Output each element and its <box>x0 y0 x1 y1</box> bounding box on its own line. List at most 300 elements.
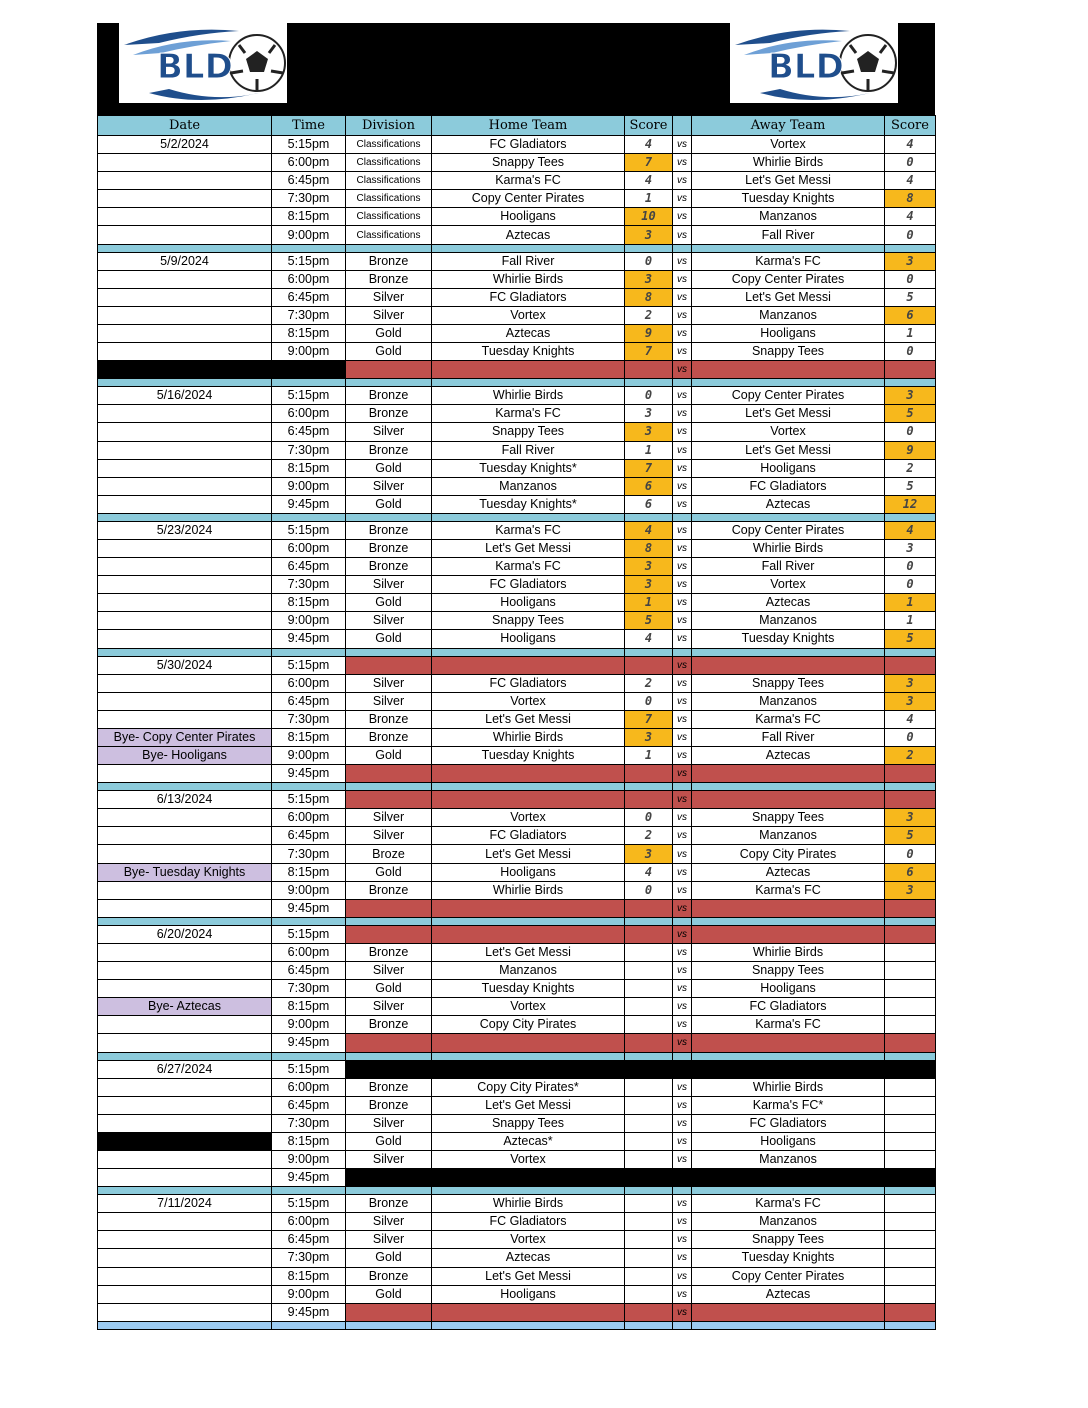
game-row <box>98 387 936 405</box>
away-score-cell <box>885 1150 936 1168</box>
away-team-cell: Whirlie Birds <box>692 154 885 172</box>
time-cell: 9:00pm <box>272 881 346 899</box>
division-cell: Bronze <box>346 1267 432 1285</box>
away-team-cell: Hooligans <box>692 980 885 998</box>
away-score-cell: 5 <box>885 827 936 845</box>
home-team-cell: Karma's FC <box>432 558 625 576</box>
home-team-cell: Whirlie Birds <box>432 881 625 899</box>
game-row <box>98 1096 936 1114</box>
date-cell <box>98 1132 272 1150</box>
home-team-cell: Snappy Tees <box>432 612 625 630</box>
home-score-cell: 2 <box>625 674 673 692</box>
time-cell: 9:00pm <box>272 1016 346 1034</box>
time-cell: 9:00pm <box>272 477 346 495</box>
game-row <box>98 361 936 379</box>
game-row <box>98 154 936 172</box>
separator-cell <box>346 513 432 521</box>
separator-cell <box>885 513 936 521</box>
time-cell: 8:15pm <box>272 1267 346 1285</box>
away-team-cell: Manzanos <box>692 306 885 324</box>
separator-cell <box>346 1052 432 1060</box>
away-score-cell: 3 <box>885 252 936 270</box>
away-score-cell: 1 <box>885 612 936 630</box>
home-score-cell <box>625 1231 673 1249</box>
home-score-cell: 8 <box>625 539 673 557</box>
date-cell <box>98 710 272 728</box>
away-team-cell <box>692 925 885 943</box>
time-cell: 8:15pm <box>272 1132 346 1150</box>
home-team-cell: Hooligans <box>432 1285 625 1303</box>
home-score-cell: 10 <box>625 208 673 226</box>
home-score-cell: 3 <box>625 728 673 746</box>
home-team-cell <box>432 361 625 379</box>
away-team-cell: Vortex <box>692 576 885 594</box>
date-cell <box>98 154 272 172</box>
col-time: Time <box>272 116 346 136</box>
home-team-cell: Let's Get Messi <box>432 1096 625 1114</box>
away-team-cell: Karma's FC* <box>692 1096 885 1114</box>
time-cell: 9:00pm <box>272 226 346 244</box>
away-score-cell: 0 <box>885 845 936 863</box>
home-team-cell: Vortex <box>432 1231 625 1249</box>
vs-cell: vs <box>673 459 692 477</box>
time-cell: 6:00pm <box>272 1078 346 1096</box>
home-team-cell: Let's Get Messi <box>432 943 625 961</box>
home-score-cell: 2 <box>625 306 673 324</box>
home-team-cell: Copy City Pirates* <box>432 1078 625 1096</box>
time-cell: 9:45pm <box>272 1169 346 1187</box>
separator-cell <box>625 1187 673 1195</box>
home-score-cell: 0 <box>625 881 673 899</box>
game-row <box>98 594 936 612</box>
game-row <box>98 863 936 881</box>
game-row <box>98 674 936 692</box>
vs-cell: vs <box>673 136 692 154</box>
home-team-cell: FC Gladiators <box>432 576 625 594</box>
home-score-cell: 3 <box>625 845 673 863</box>
away-team-cell: Manzanos <box>692 208 885 226</box>
date-cell <box>98 441 272 459</box>
division-cell: Bronze <box>346 387 432 405</box>
time-cell: 5:15pm <box>272 925 346 943</box>
date-cell: 5/16/2024 <box>98 387 272 405</box>
away-score-cell <box>885 1132 936 1150</box>
home-team-cell: Hooligans <box>432 594 625 612</box>
separator-cell <box>692 917 885 925</box>
game-row <box>98 324 936 342</box>
separator-cell <box>692 379 885 387</box>
home-team-cell: Tuesday Knights* <box>432 459 625 477</box>
game-row <box>98 612 936 630</box>
league-logo-right <box>730 23 898 103</box>
division-cell: Gold <box>346 594 432 612</box>
vs-cell: vs <box>673 1267 692 1285</box>
league-logo-left <box>119 23 287 103</box>
home-team-cell: Copy City Pirates <box>432 1016 625 1034</box>
col-date: Date <box>98 116 272 136</box>
division-cell: Classifications <box>346 154 432 172</box>
division-cell <box>346 925 432 943</box>
home-team-cell: FC Gladiators <box>432 674 625 692</box>
date-cell <box>98 270 272 288</box>
home-team-cell: Whirlie Birds <box>432 387 625 405</box>
date-cell <box>98 423 272 441</box>
division-cell: Bronze <box>346 710 432 728</box>
banner <box>97 23 935 115</box>
vs-cell: vs <box>673 190 692 208</box>
game-row <box>98 1169 936 1187</box>
division-cell: Broze <box>346 845 432 863</box>
game-row <box>98 1016 936 1034</box>
game-row <box>98 441 936 459</box>
away-score-cell: 4 <box>885 208 936 226</box>
date-cell <box>98 674 272 692</box>
away-team-cell: Copy City Pirates <box>692 845 885 863</box>
game-row <box>98 899 936 917</box>
home-team-cell: Karma's FC <box>432 172 625 190</box>
away-score-cell <box>885 899 936 917</box>
division-cell: Silver <box>346 423 432 441</box>
away-score-cell: 5 <box>885 405 936 423</box>
date-cell <box>98 361 272 379</box>
division-cell <box>346 361 432 379</box>
home-team-cell: Fall River <box>432 252 625 270</box>
separator-cell <box>432 648 625 656</box>
away-team-cell <box>692 361 885 379</box>
game-row <box>98 1114 936 1132</box>
time-cell: 7:30pm <box>272 576 346 594</box>
vs-cell: vs <box>673 343 692 361</box>
vs-cell: vs <box>673 387 692 405</box>
away-team-cell: Aztecas <box>692 594 885 612</box>
date-cell <box>98 288 272 306</box>
time-cell: 6:00pm <box>272 1213 346 1231</box>
game-row <box>98 288 936 306</box>
away-score-cell: 0 <box>885 154 936 172</box>
away-team-cell: Let's Get Messi <box>692 172 885 190</box>
col-away-score: Score <box>885 116 936 136</box>
separator-cell <box>272 379 346 387</box>
separator-cell <box>625 917 673 925</box>
home-team-cell: Vortex <box>432 692 625 710</box>
time-cell: 7:30pm <box>272 980 346 998</box>
time-cell: 5:15pm <box>272 252 346 270</box>
home-team-cell: Hooligans <box>432 630 625 648</box>
game-row <box>98 1285 936 1303</box>
date-cell <box>98 692 272 710</box>
time-cell: 6:00pm <box>272 809 346 827</box>
time-cell: 5:15pm <box>272 791 346 809</box>
vs-cell: vs <box>673 521 692 539</box>
separator-cell <box>346 648 432 656</box>
game-row <box>98 998 936 1016</box>
home-score-cell <box>625 1267 673 1285</box>
vs-cell: vs <box>673 630 692 648</box>
away-team-cell: Whirlie Birds <box>692 1078 885 1096</box>
home-team-cell: FC Gladiators <box>432 288 625 306</box>
away-score-cell: 4 <box>885 172 936 190</box>
away-score-cell: 0 <box>885 226 936 244</box>
division-cell: Bronze <box>346 1195 432 1213</box>
away-score-cell: 0 <box>885 270 936 288</box>
division-cell: Silver <box>346 1114 432 1132</box>
vs-cell: vs <box>673 270 692 288</box>
away-score-cell <box>885 1114 936 1132</box>
separator-cell <box>272 244 346 252</box>
time-cell: 7:30pm <box>272 1249 346 1267</box>
home-score-cell <box>625 656 673 674</box>
home-score-cell: 3 <box>625 558 673 576</box>
home-team-cell: Snappy Tees <box>432 154 625 172</box>
game-row <box>98 172 936 190</box>
date-cell <box>98 809 272 827</box>
vs-cell: vs <box>673 154 692 172</box>
separator-cell <box>673 783 692 791</box>
vs-cell: vs <box>673 925 692 943</box>
home-score-cell <box>625 925 673 943</box>
vs-cell: vs <box>673 477 692 495</box>
game-row <box>98 270 936 288</box>
home-team-cell: Aztecas <box>432 226 625 244</box>
date-cell: 5/9/2024 <box>98 252 272 270</box>
away-team-cell: Aztecas <box>692 1285 885 1303</box>
away-score-cell: 5 <box>885 477 936 495</box>
away-score-cell: 3 <box>885 881 936 899</box>
home-score-cell: 4 <box>625 136 673 154</box>
home-team-cell: Karma's FC <box>432 521 625 539</box>
schedule-body <box>98 136 936 1330</box>
separator-cell <box>625 379 673 387</box>
away-score-cell: 3 <box>885 539 936 557</box>
game-row <box>98 521 936 539</box>
home-team-cell <box>432 765 625 783</box>
home-score-cell: 3 <box>625 423 673 441</box>
vs-cell: vs <box>673 1096 692 1114</box>
separator-cell <box>673 244 692 252</box>
game-row <box>98 827 936 845</box>
blackout-cell <box>346 1060 936 1078</box>
week-separator <box>98 1187 936 1195</box>
separator-cell <box>692 648 885 656</box>
game-row <box>98 136 936 154</box>
game-row <box>98 845 936 863</box>
separator-cell <box>346 379 432 387</box>
away-team-cell <box>692 765 885 783</box>
time-cell: 6:00pm <box>272 674 346 692</box>
col-home-team: Home Team <box>432 116 625 136</box>
home-score-cell: 4 <box>625 863 673 881</box>
home-team-cell <box>432 1034 625 1052</box>
home-score-cell <box>625 1195 673 1213</box>
division-cell: Gold <box>346 324 432 342</box>
division-cell: Bronze <box>346 270 432 288</box>
date-cell: 5/23/2024 <box>98 521 272 539</box>
vs-cell: vs <box>673 962 692 980</box>
date-cell <box>98 343 272 361</box>
separator-cell <box>673 917 692 925</box>
game-row <box>98 1231 936 1249</box>
division-cell: Silver <box>346 477 432 495</box>
home-team-cell: FC Gladiators <box>432 827 625 845</box>
home-team-cell: Tuesday Knights <box>432 980 625 998</box>
date-cell: 6/27/2024 <box>98 1060 272 1078</box>
game-row <box>98 423 936 441</box>
away-team-cell: Hooligans <box>692 1132 885 1150</box>
home-score-cell <box>625 1303 673 1321</box>
home-score-cell: 1 <box>625 594 673 612</box>
away-team-cell: Hooligans <box>692 324 885 342</box>
away-score-cell <box>885 1285 936 1303</box>
away-score-cell: 5 <box>885 288 936 306</box>
game-row <box>98 962 936 980</box>
date-cell <box>98 208 272 226</box>
away-score-cell: 0 <box>885 423 936 441</box>
game-row <box>98 405 936 423</box>
time-cell: 7:30pm <box>272 190 346 208</box>
vs-cell: vs <box>673 324 692 342</box>
separator-cell <box>272 783 346 791</box>
home-team-cell: Aztecas* <box>432 1132 625 1150</box>
date-cell: 7/11/2024 <box>98 1195 272 1213</box>
game-row <box>98 881 936 899</box>
date-cell <box>98 1285 272 1303</box>
separator-cell <box>98 1321 272 1329</box>
time-cell: 6:00pm <box>272 270 346 288</box>
date-cell <box>98 190 272 208</box>
away-team-cell: Vortex <box>692 136 885 154</box>
away-team-cell: Copy Center Pirates <box>692 1267 885 1285</box>
game-row <box>98 791 936 809</box>
separator-cell <box>673 648 692 656</box>
away-team-cell: Let's Get Messi <box>692 405 885 423</box>
separator-cell <box>98 1052 272 1060</box>
home-team-cell: Manzanos <box>432 962 625 980</box>
time-cell: 8:15pm <box>272 459 346 477</box>
separator-cell <box>432 1187 625 1195</box>
game-row <box>98 190 936 208</box>
division-cell: Bronze <box>346 539 432 557</box>
division-cell: Silver <box>346 1213 432 1231</box>
date-cell <box>98 1150 272 1168</box>
away-team-cell: Karma's FC <box>692 710 885 728</box>
game-row <box>98 539 936 557</box>
time-cell: 9:45pm <box>272 765 346 783</box>
home-score-cell <box>625 1132 673 1150</box>
vs-cell: vs <box>673 558 692 576</box>
date-cell <box>98 1303 272 1321</box>
game-row <box>98 630 936 648</box>
vs-cell: vs <box>673 1249 692 1267</box>
home-team-cell <box>432 1303 625 1321</box>
away-team-cell: Manzanos <box>692 692 885 710</box>
away-team-cell: Let's Get Messi <box>692 288 885 306</box>
home-score-cell: 7 <box>625 710 673 728</box>
home-score-cell: 2 <box>625 827 673 845</box>
time-cell: 5:15pm <box>272 136 346 154</box>
home-team-cell: Let's Get Messi <box>432 1267 625 1285</box>
home-team-cell: Hooligans <box>432 863 625 881</box>
vs-cell: vs <box>673 827 692 845</box>
vs-cell: vs <box>673 172 692 190</box>
separator-cell <box>625 244 673 252</box>
division-cell <box>346 765 432 783</box>
division-cell: Silver <box>346 1231 432 1249</box>
game-row <box>98 1078 936 1096</box>
home-team-cell: Aztecas <box>432 324 625 342</box>
away-team-cell: Snappy Tees <box>692 962 885 980</box>
week-separator <box>98 513 936 521</box>
home-score-cell: 3 <box>625 270 673 288</box>
away-team-cell: Fall River <box>692 226 885 244</box>
away-team-cell: Manzanos <box>692 1150 885 1168</box>
vs-cell: vs <box>673 306 692 324</box>
date-cell: 6/20/2024 <box>98 925 272 943</box>
home-score-cell: 4 <box>625 172 673 190</box>
separator-cell <box>885 1052 936 1060</box>
date-cell <box>98 1231 272 1249</box>
home-score-cell: 0 <box>625 692 673 710</box>
date-cell <box>98 1213 272 1231</box>
date-cell <box>98 558 272 576</box>
date-cell <box>98 1267 272 1285</box>
home-team-cell: Snappy Tees <box>432 1114 625 1132</box>
away-team-cell: Manzanos <box>692 1213 885 1231</box>
col-division: Division <box>346 116 432 136</box>
vs-cell: vs <box>673 1114 692 1132</box>
away-score-cell <box>885 980 936 998</box>
away-team-cell: Fall River <box>692 558 885 576</box>
home-score-cell <box>625 1078 673 1096</box>
game-row <box>98 809 936 827</box>
away-score-cell <box>885 1213 936 1231</box>
division-cell: Silver <box>346 1150 432 1168</box>
time-cell: 5:15pm <box>272 1060 346 1078</box>
home-team-cell: Whirlie Birds <box>432 728 625 746</box>
away-team-cell: Karma's FC <box>692 1016 885 1034</box>
date-cell <box>98 980 272 998</box>
home-team-cell: Let's Get Messi <box>432 845 625 863</box>
away-score-cell: 8 <box>885 190 936 208</box>
away-score-cell: 1 <box>885 594 936 612</box>
separator-cell <box>432 513 625 521</box>
separator-cell <box>432 244 625 252</box>
game-row <box>98 710 936 728</box>
home-score-cell <box>625 791 673 809</box>
bye-note: Bye- Aztecas <box>98 998 272 1016</box>
date-cell <box>98 1078 272 1096</box>
division-cell <box>346 899 432 917</box>
away-team-cell: Vortex <box>692 423 885 441</box>
date-cell <box>98 765 272 783</box>
separator-cell <box>98 513 272 521</box>
vs-cell: vs <box>673 791 692 809</box>
division-cell: Silver <box>346 576 432 594</box>
home-team-cell: Vortex <box>432 306 625 324</box>
separator-cell <box>885 379 936 387</box>
home-score-cell: 4 <box>625 521 673 539</box>
separator-cell <box>692 1321 885 1329</box>
away-team-cell <box>692 1034 885 1052</box>
home-team-cell <box>432 899 625 917</box>
division-cell: Bronze <box>346 252 432 270</box>
vs-cell: vs <box>673 1285 692 1303</box>
away-score-cell: 0 <box>885 558 936 576</box>
vs-cell: vs <box>673 674 692 692</box>
home-team-cell: Tuesday Knights <box>432 343 625 361</box>
separator-cell <box>692 244 885 252</box>
separator-cell <box>432 1052 625 1060</box>
away-score-cell <box>885 1034 936 1052</box>
